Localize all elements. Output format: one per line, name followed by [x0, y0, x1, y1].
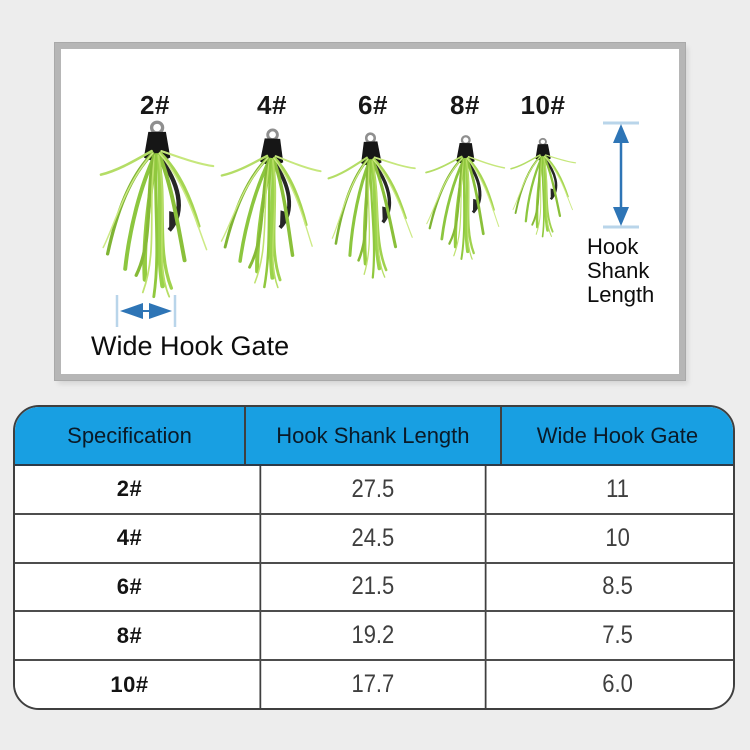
table-row-2	[15, 466, 733, 513]
shank-length-cell: 19.2	[259, 612, 486, 659]
spec-cell: 4#	[116, 525, 143, 551]
shank-length-cell: 27.5	[259, 466, 486, 513]
table-row-10	[15, 659, 733, 708]
hook-shank-length-label	[587, 235, 679, 307]
hook-shank-length-label-line3: Length	[587, 282, 655, 307]
table-row-6	[15, 562, 733, 611]
size-label-10: 10#	[520, 90, 566, 120]
wide-hook-gate-label: Wide Hook Gate	[91, 331, 290, 361]
hook-gate-measure-arrow-icon	[113, 293, 179, 329]
photo-panel-inner	[61, 49, 679, 374]
spec-cell: 10#	[110, 671, 149, 697]
col-header-specification: Specification	[67, 422, 192, 448]
hook-gate-cell: 6.0	[602, 670, 633, 699]
feather-lure-size4-image	[208, 125, 330, 293]
table-header-row	[15, 407, 733, 466]
feather-lure-size6-image	[318, 129, 425, 282]
hook-shank-length-label-line2: Shank	[587, 258, 650, 283]
table-row-4	[15, 513, 733, 562]
spec-cell: 6#	[116, 573, 143, 599]
shank-length-cell: 24.5	[259, 515, 486, 562]
size-label-4: 4#	[257, 90, 287, 120]
size-label-2: 2#	[140, 90, 170, 120]
shank-length-measure-arrow-icon	[601, 119, 641, 231]
shank-length-cell: 21.5	[259, 564, 486, 611]
spec-cell: 2#	[116, 476, 143, 502]
feather-lure-size2-image	[90, 119, 222, 301]
hook-shank-length-label-line1: Hook	[587, 234, 639, 259]
table-row-8	[15, 610, 733, 659]
feather-lure-size8-image	[417, 133, 511, 263]
feather-lure-size10-image	[504, 136, 582, 239]
hook-gate-cell: 7.5	[602, 621, 633, 650]
size-label-6: 6#	[358, 90, 388, 120]
spec-cell: 8#	[116, 622, 143, 648]
photo-panel	[55, 43, 685, 380]
col-header-wide-hook-gate: Wide Hook Gate	[536, 422, 699, 448]
col-header-hook-shank-length: Hook Shank Length	[244, 407, 502, 464]
shank-length-cell: 17.7	[259, 661, 486, 708]
specification-table	[13, 405, 735, 710]
hook-gate-cell: 10	[605, 523, 630, 552]
size-label-8: 8#	[450, 90, 480, 120]
hook-gate-cell: 8.5	[602, 572, 633, 601]
hook-gate-cell: 11	[605, 474, 629, 503]
